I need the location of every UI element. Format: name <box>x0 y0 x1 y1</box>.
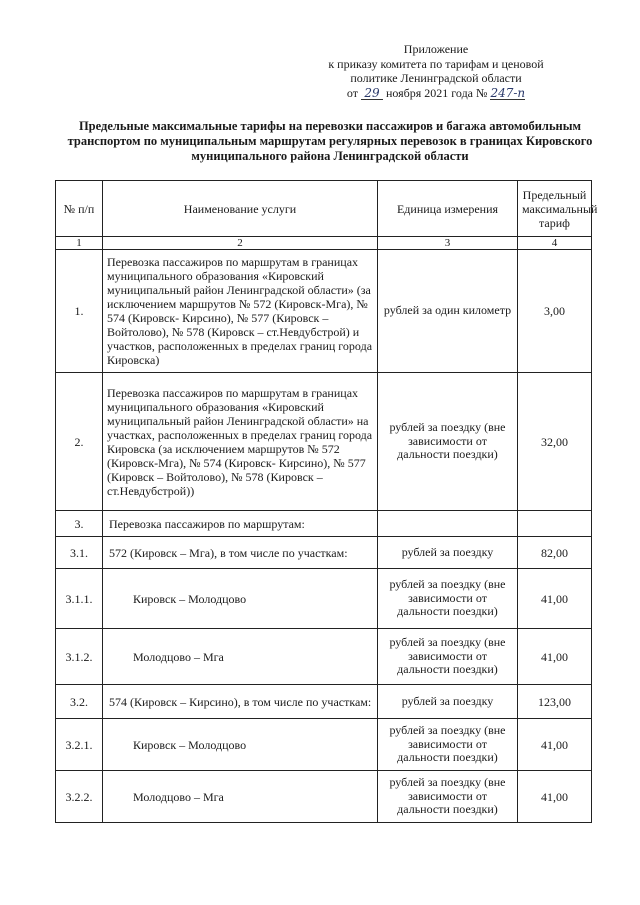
column-number: 1 <box>56 237 103 250</box>
row-unit: рублей за поездку (вне зависимости от дальности поездки) <box>378 629 518 685</box>
table-row <box>56 250 592 373</box>
header-num: № п/п <box>56 181 103 237</box>
row-service: Кировск – Молодцово <box>103 569 378 629</box>
row-service: Перевозка пассажиров по маршрутам в границах муниципального образования «Кировский муниципальный район Ленинградской области» на участках, расположенных в пределах границ города Кировска (за исключением маршрутов № 572 (Кировск-Мга), № 574 (Кировск- Кирсино), № 577 (Кировск – Войтолово), № 578 (Кировск – ст.Невдубстрой)) <box>103 373 378 511</box>
row-service: Молодцово – Мга <box>103 629 378 685</box>
appendix-committee: политике Ленинградской области <box>350 71 522 85</box>
row-num: 3.2. <box>56 685 103 719</box>
row-tariff: 41,00 <box>518 719 592 771</box>
row-num: 3.1.1. <box>56 569 103 629</box>
row-unit: рублей за один километр <box>378 250 518 373</box>
row-tariff: 32,00 <box>518 373 592 511</box>
row-num: 3.1.2. <box>56 629 103 685</box>
table-row <box>56 685 592 719</box>
row-num: 3.1. <box>56 537 103 569</box>
row-service: Перевозка пассажиров по маршрутам: <box>103 511 378 537</box>
appendix-label: Приложение <box>403 42 469 56</box>
row-unit: рублей за поездку <box>378 685 518 719</box>
row-num: 2. <box>56 373 103 511</box>
table-row <box>56 719 592 771</box>
row-tariff: 123,00 <box>518 685 592 719</box>
row-num: 3.2.2. <box>56 771 103 823</box>
table-row <box>56 373 592 511</box>
table-row <box>56 511 592 537</box>
column-number-row <box>56 237 592 250</box>
header-tariff: Предельный максимальный тариф <box>518 181 592 237</box>
row-unit: рублей за поездку <box>378 537 518 569</box>
table-row <box>56 569 592 629</box>
column-number: 3 <box>378 237 518 250</box>
row-tariff: 41,00 <box>518 569 592 629</box>
date-prefix: от <box>346 85 358 100</box>
header-service: Наименование услуги <box>103 181 378 237</box>
appendix-header <box>286 42 586 100</box>
row-tariff: 3,00 <box>518 250 592 373</box>
row-unit <box>378 511 518 537</box>
tariff-table <box>55 180 598 823</box>
row-service: Молодцово – Мга <box>103 771 378 823</box>
column-number: 2 <box>103 237 378 250</box>
row-unit: рублей за поездку (вне зависимости от дальности поездки) <box>378 373 518 511</box>
row-service: Перевозка пассажиров по маршрутам в границах муниципального образования «Кировский муниципальный район Ленинградской области» (за исключением маршрутов № 572 (Кировск-Мга), № 574 (Кировск- Кирсино), № 577 (Кировск – Войтолово), № 578 (Кировск – ст.Невдубстрой) и участков, расположенных в пределах границ города Кировска) <box>103 250 378 373</box>
appendix-order-reference: к приказу комитета по тарифам и ценовой <box>328 56 544 71</box>
row-service: 574 (Кировск – Кирсино), в том числе по участкам: <box>103 685 378 719</box>
row-tariff: 41,00 <box>518 629 592 685</box>
appendix-date-line <box>286 86 586 101</box>
document-title: Предельные максимальные тарифы на перевозки пассажиров и багажа автомобильным транспортом по муниципальным маршрутам регулярных перевозок в границах Кировского муниципального района Ленинградской области <box>67 119 593 163</box>
row-num: 3. <box>56 511 103 537</box>
column-number: 4 <box>518 237 592 250</box>
row-unit: рублей за поездку (вне зависимости от дальности поездки) <box>378 719 518 771</box>
date-text: ноября 2021 года № <box>385 85 488 100</box>
table-row <box>56 537 592 569</box>
header-unit: Единица измерения <box>378 181 518 237</box>
handwritten-order-number: 247-п <box>490 85 526 100</box>
row-unit: рублей за поездку (вне зависимости от дальности поездки) <box>378 569 518 629</box>
table-row <box>56 629 592 685</box>
row-tariff: 41,00 <box>518 771 592 823</box>
row-service: 572 (Кировск – Мга), в том числе по участкам: <box>103 537 378 569</box>
row-tariff: 82,00 <box>518 537 592 569</box>
row-num: 3.2.1. <box>56 719 103 771</box>
table-header-row <box>56 181 592 237</box>
row-unit: рублей за поездку (вне зависимости от дальности поездки) <box>378 771 518 823</box>
row-service: Кировск – Молодцово <box>103 719 378 771</box>
handwritten-day: 29 <box>361 87 383 100</box>
row-num: 1. <box>56 250 103 373</box>
row-tariff <box>518 511 592 537</box>
table-row <box>56 771 592 823</box>
